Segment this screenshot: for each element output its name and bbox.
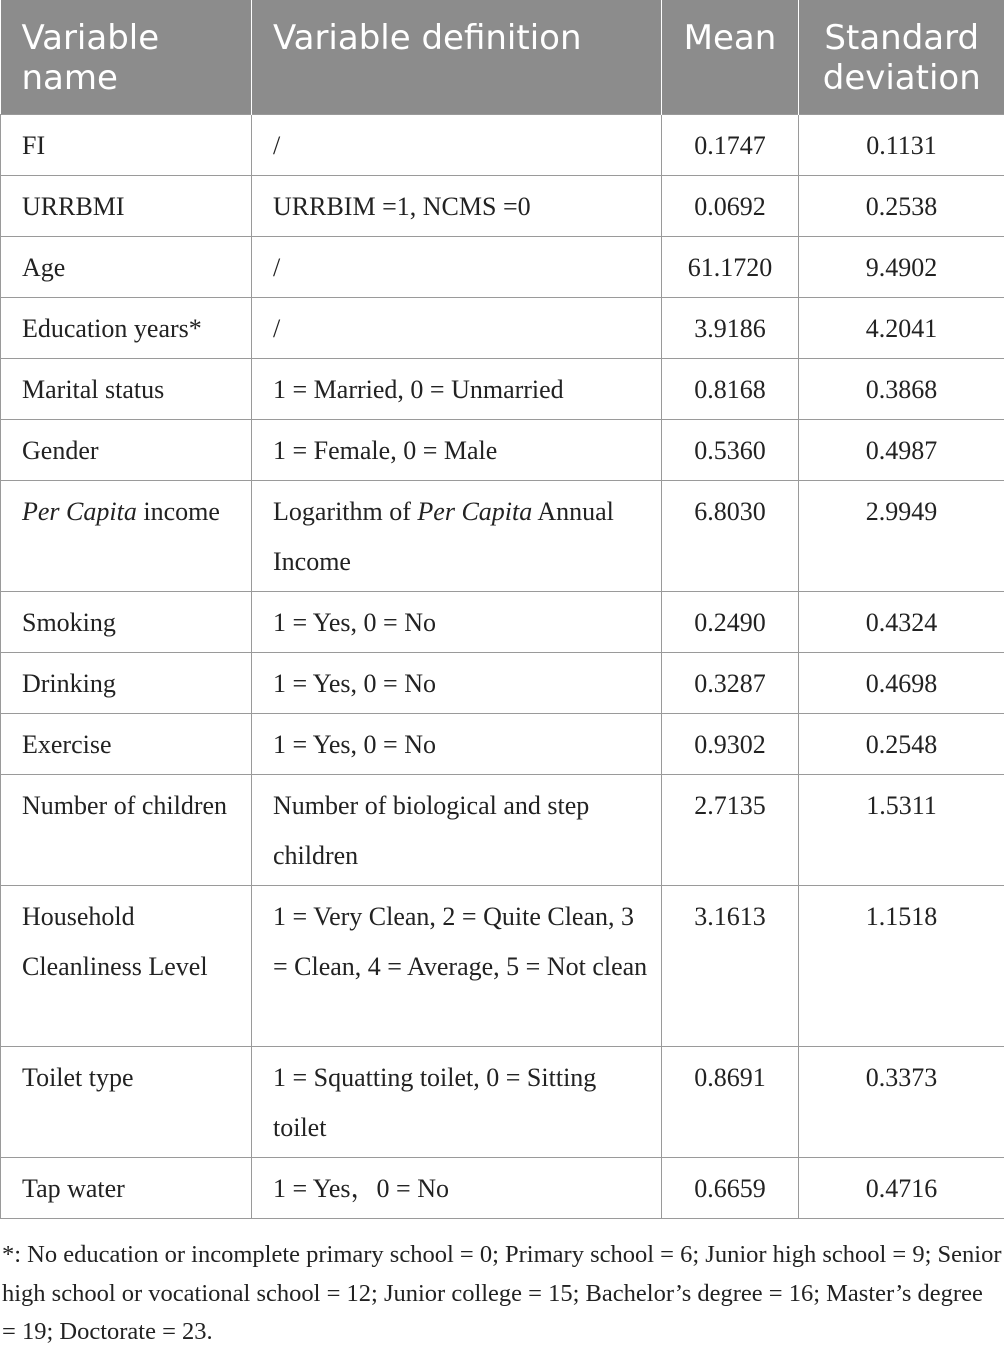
definition-italic-part: Per Capita xyxy=(417,497,533,526)
cell-mean: 0.8691 xyxy=(662,1047,799,1158)
table-row xyxy=(1,886,1004,1047)
cell-variable-definition: 1 = Married, 0 = Unmarried xyxy=(252,359,662,420)
definition-pre-part: Logarithm of xyxy=(273,497,418,526)
cell-variable-name xyxy=(1,481,252,592)
cell-variable-name: Age xyxy=(1,237,252,298)
cell-mean: 0.8168 xyxy=(662,359,799,420)
cell-variable-name: Household Cleanliness Level xyxy=(1,886,252,1047)
cell-variable-definition: 1 = Yes，0 = No xyxy=(252,1158,662,1219)
table-row xyxy=(1,1158,1004,1219)
cell-variable-name: FI xyxy=(1,115,252,176)
cell-variable-name: Drinking xyxy=(1,653,252,714)
cell-variable-definition: URRBIM =1, NCMS =0 xyxy=(252,176,662,237)
cell-variable-definition: 1 = Squatting toilet, 0 = Sitting toilet xyxy=(252,1047,662,1158)
cell-mean: 2.7135 xyxy=(662,775,799,886)
table-row xyxy=(1,359,1004,420)
table-row xyxy=(1,420,1004,481)
table-footnote: *: No education or incomplete primary school = 0; Primary school = 6; Junior high school = 9; Senior high school or vocational school = 12; Junior college = 15; Bachelor’s degree = 16; Master’s degree = 19; Doctorate = 23. xyxy=(2,1241,1002,1345)
cell-mean: 0.6659 xyxy=(662,1158,799,1219)
cell-variable-definition xyxy=(252,481,662,592)
cell-variable-name: Number of children xyxy=(1,775,252,886)
cell-mean: 61.1720 xyxy=(662,237,799,298)
cell-variable-definition: / xyxy=(252,115,662,176)
cell-standard-deviation: 2.9949 xyxy=(799,481,1004,592)
header-standard-deviation: Standard deviation xyxy=(799,0,1004,115)
cell-variable-name: Smoking xyxy=(1,592,252,653)
cell-variable-name: Gender xyxy=(1,420,252,481)
table-row xyxy=(1,1047,1004,1158)
definition-post-part: Annual Income xyxy=(273,497,614,576)
cell-standard-deviation: 0.2538 xyxy=(799,176,1004,237)
name-italic-part: Per Capita xyxy=(22,497,137,526)
table-row xyxy=(1,237,1004,298)
cell-standard-deviation: 0.3868 xyxy=(799,359,1004,420)
cell-standard-deviation: 0.3373 xyxy=(799,1047,1004,1158)
cell-variable-definition: 1 = Yes, 0 = No xyxy=(252,592,662,653)
table-row xyxy=(1,176,1004,237)
table-row xyxy=(1,298,1004,359)
cell-variable-definition: 1 = Female, 0 = Male xyxy=(252,420,662,481)
cell-variable-definition: 1 = Yes, 0 = No xyxy=(252,653,662,714)
cell-variable-name: URRBMI xyxy=(1,176,252,237)
cell-variable-definition: / xyxy=(252,298,662,359)
cell-mean: 0.1747 xyxy=(662,115,799,176)
header-mean: Mean xyxy=(662,0,799,115)
name-rest-part: income xyxy=(136,497,220,526)
table-row xyxy=(1,714,1004,775)
cell-standard-deviation: 0.4987 xyxy=(799,420,1004,481)
cell-standard-deviation: 9.4902 xyxy=(799,237,1004,298)
cell-standard-deviation: 1.5311 xyxy=(799,775,1004,886)
table-row xyxy=(1,115,1004,176)
cell-mean: 0.3287 xyxy=(662,653,799,714)
cell-standard-deviation: 0.4716 xyxy=(799,1158,1004,1219)
cell-variable-name: Tap water xyxy=(1,1158,252,1219)
cell-variable-name: Exercise xyxy=(1,714,252,775)
header-row xyxy=(1,0,1004,115)
cell-variable-name: Marital status xyxy=(1,359,252,420)
cell-standard-deviation: 0.2548 xyxy=(799,714,1004,775)
cell-mean: 3.9186 xyxy=(662,298,799,359)
table-row xyxy=(1,653,1004,714)
cell-mean: 6.8030 xyxy=(662,481,799,592)
cell-variable-name: Education years* xyxy=(1,298,252,359)
cell-variable-name: Toilet type xyxy=(1,1047,252,1158)
cell-mean: 0.5360 xyxy=(662,420,799,481)
cell-variable-definition: 1 = Very Clean, 2 = Quite Clean, 3 = Clean, 4 = Average, 5 = Not clean xyxy=(252,886,662,1047)
cell-mean: 0.9302 xyxy=(662,714,799,775)
cell-standard-deviation: 0.1131 xyxy=(799,115,1004,176)
cell-mean: 0.0692 xyxy=(662,176,799,237)
cell-standard-deviation: 4.2041 xyxy=(799,298,1004,359)
header-variable-name: Variable name xyxy=(1,0,252,115)
table-row xyxy=(1,481,1004,592)
cell-standard-deviation: 0.4324 xyxy=(799,592,1004,653)
cell-standard-deviation: 0.4698 xyxy=(799,653,1004,714)
cell-variable-definition: Number of biological and step children xyxy=(252,775,662,886)
cell-mean: 3.1613 xyxy=(662,886,799,1047)
cell-mean: 0.2490 xyxy=(662,592,799,653)
header-variable-definition: Variable definition xyxy=(252,0,662,115)
cell-variable-definition: 1 = Yes, 0 = No xyxy=(252,714,662,775)
cell-standard-deviation: 1.1518 xyxy=(799,886,1004,1047)
table-row xyxy=(1,775,1004,886)
table-row xyxy=(1,592,1004,653)
cell-variable-definition: / xyxy=(252,237,662,298)
